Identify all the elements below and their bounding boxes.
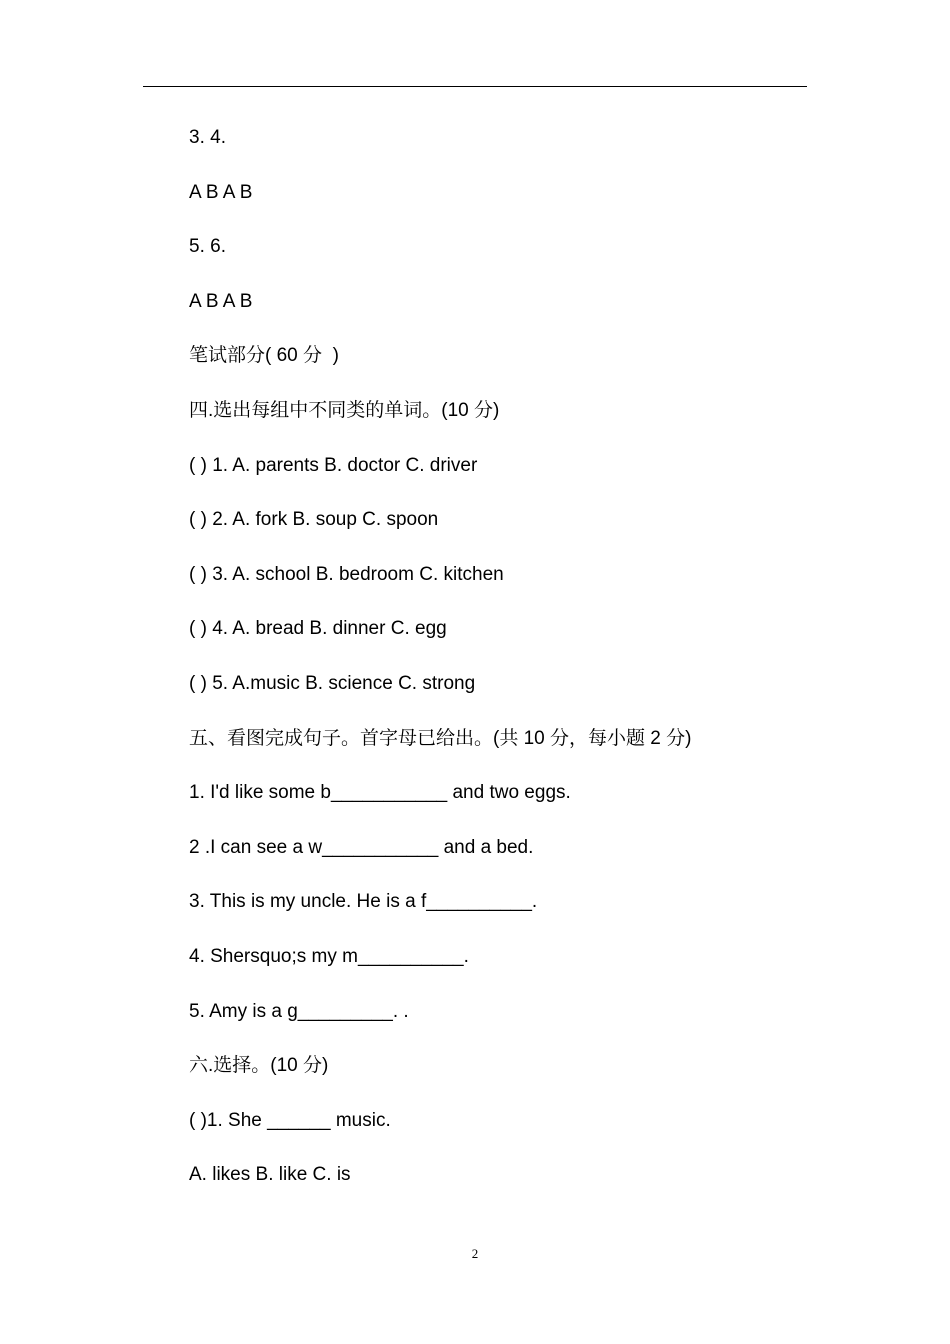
answer-numbers-5-6: 5. 6. [189, 236, 226, 258]
section-five-question-3: 3. This is my uncle. He is a f__________. [189, 891, 538, 913]
section-four-heading: 四.选出每组中不同类的单词。(10 分) [189, 399, 500, 421]
section-six-question-1: ( )1. She ______ music. [189, 1109, 391, 1131]
section-four-question-5: ( ) 5. A.music B. science C. strong [189, 672, 476, 694]
document-body [189, 121, 829, 1213]
section-four-question-2: ( ) 2. A. fork B. soup C. spoon [189, 509, 439, 531]
written-part-heading: 笔试部分( 60 分 ) [189, 345, 339, 367]
section-six-question-1-options: A. likes B. like C. is [189, 1164, 351, 1186]
page-number: 2 [471, 1246, 479, 1261]
section-five-heading: 五、看图完成句子。首字母已给出。(共 10 分，每小题 2 分) [189, 727, 692, 749]
section-five-question-1: 1. I'd like some b___________ and two eggs. [189, 782, 571, 804]
answer-options-3-4: A B A B [189, 181, 253, 203]
section-four-question-4: ( ) 4. A. bread B. dinner C. egg [189, 618, 447, 640]
section-five-question-4: 4. Shersquo;s my m__________. [189, 945, 469, 967]
section-five-question-2: 2 .I can see a w___________ and a bed. [189, 836, 534, 858]
header-rule [143, 86, 807, 87]
answer-options-5-6: A B A B [189, 290, 253, 312]
section-four-question-1: ( ) 1. A. parents B. doctor C. driver [189, 454, 478, 476]
section-four-question-3: ( ) 3. A. school B. bedroom C. kitchen [189, 563, 504, 585]
section-five-question-5: 5. Amy is a g_________. . [189, 1000, 409, 1022]
section-six-heading: 六.选择。(10 分) [189, 1055, 329, 1077]
answer-numbers-3-4: 3. 4. [189, 127, 226, 148]
